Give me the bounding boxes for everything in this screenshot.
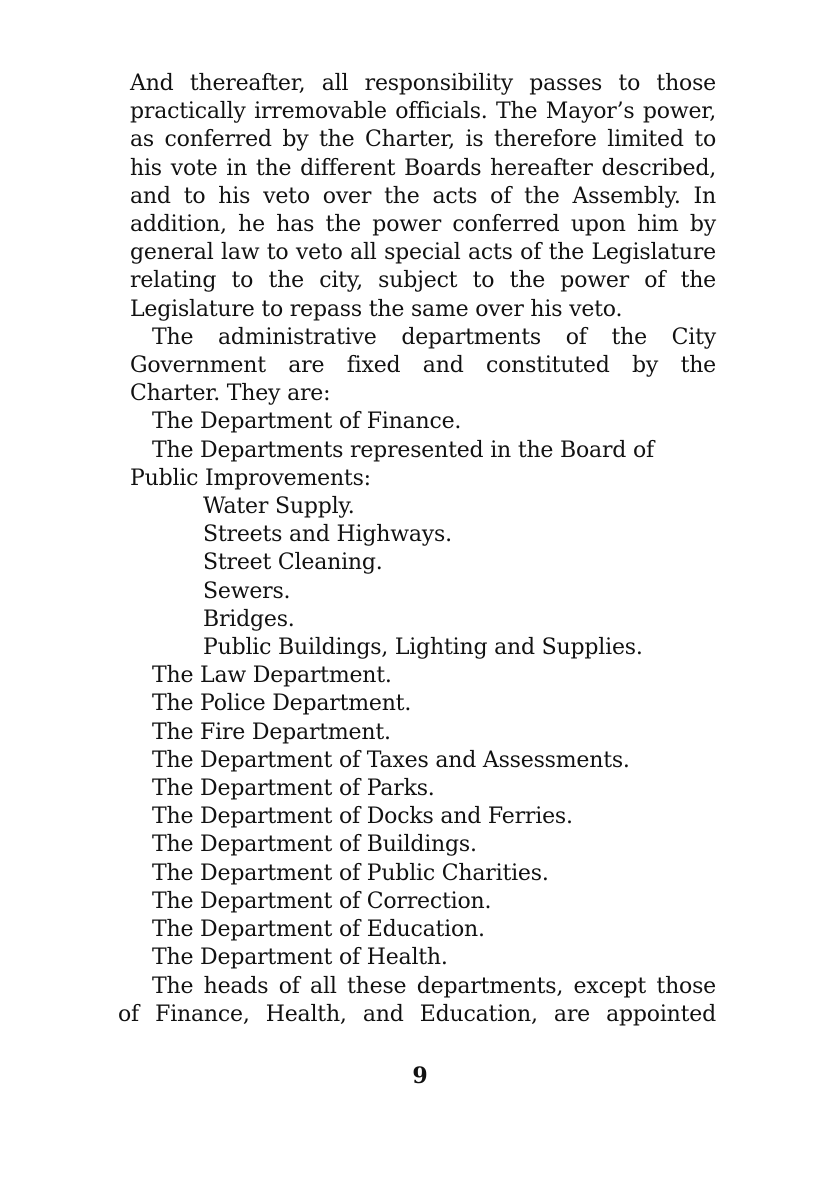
department-correction: The Department of Correction.: [152, 888, 492, 914]
department-law: The Law Department.: [152, 663, 392, 689]
page-body: [118, 70, 716, 1029]
sub-department-sewers: Sewers.: [203, 578, 291, 604]
department-finance: The Department of Finance.: [152, 409, 462, 435]
paragraph-administrative-departments: The administrative departments of the City Government are fixed and constituted by the Charter. They are:: [130, 324, 716, 407]
sub-department-street-cleaning: Street Cleaning.: [203, 550, 383, 576]
department-police: The Police Department.: [152, 691, 412, 717]
public-improvements-heading-line2: Public Improvements:: [130, 465, 371, 491]
public-improvements-heading-line1: The Departments represented in the Board of: [152, 437, 654, 463]
department-public-charities: The Department of Public Charities.: [152, 860, 549, 886]
department-taxes-assessments: The Department of Taxes and Assessments.: [152, 747, 630, 773]
department-fire: The Fire Department.: [152, 719, 391, 745]
department-parks: The Department of Parks.: [152, 776, 435, 802]
department-docks-ferries: The Department of Docks and Ferries.: [152, 804, 573, 830]
sub-department-bridges: Bridges.: [203, 606, 295, 632]
sub-department-public-buildings: Public Buildings, Lighting and Supplies.: [203, 635, 643, 661]
paragraph-mayor-power: And thereafter, all responsibility passes to those practically irremovable officials. The Mayor’s power, as conferred by the Charter, is therefore limited to his vote in the different Boards hereafter described, and to his veto over the acts of the Assembly. In addition, he has the power conferred upon him by general law to veto all special acts of the Legislature relating to the city, subject to the power of the Legislature to repass the same over his veto.: [130, 71, 716, 322]
department-buildings: The Department of Buildings.: [152, 832, 477, 858]
public-improvements-list: [130, 493, 716, 662]
department-health: The Department of Health.: [152, 945, 448, 971]
sub-department-streets-highways: Streets and Highways.: [203, 522, 452, 548]
department-list: [130, 662, 716, 972]
sub-department-water-supply: Water Supply.: [203, 494, 355, 520]
department-education: The Department of Education.: [152, 917, 485, 943]
paragraph-department-heads: The heads of all these departments, except those of Finance, Health, and Education, are appointed: [118, 973, 716, 1027]
page-number: 9: [412, 1063, 428, 1089]
